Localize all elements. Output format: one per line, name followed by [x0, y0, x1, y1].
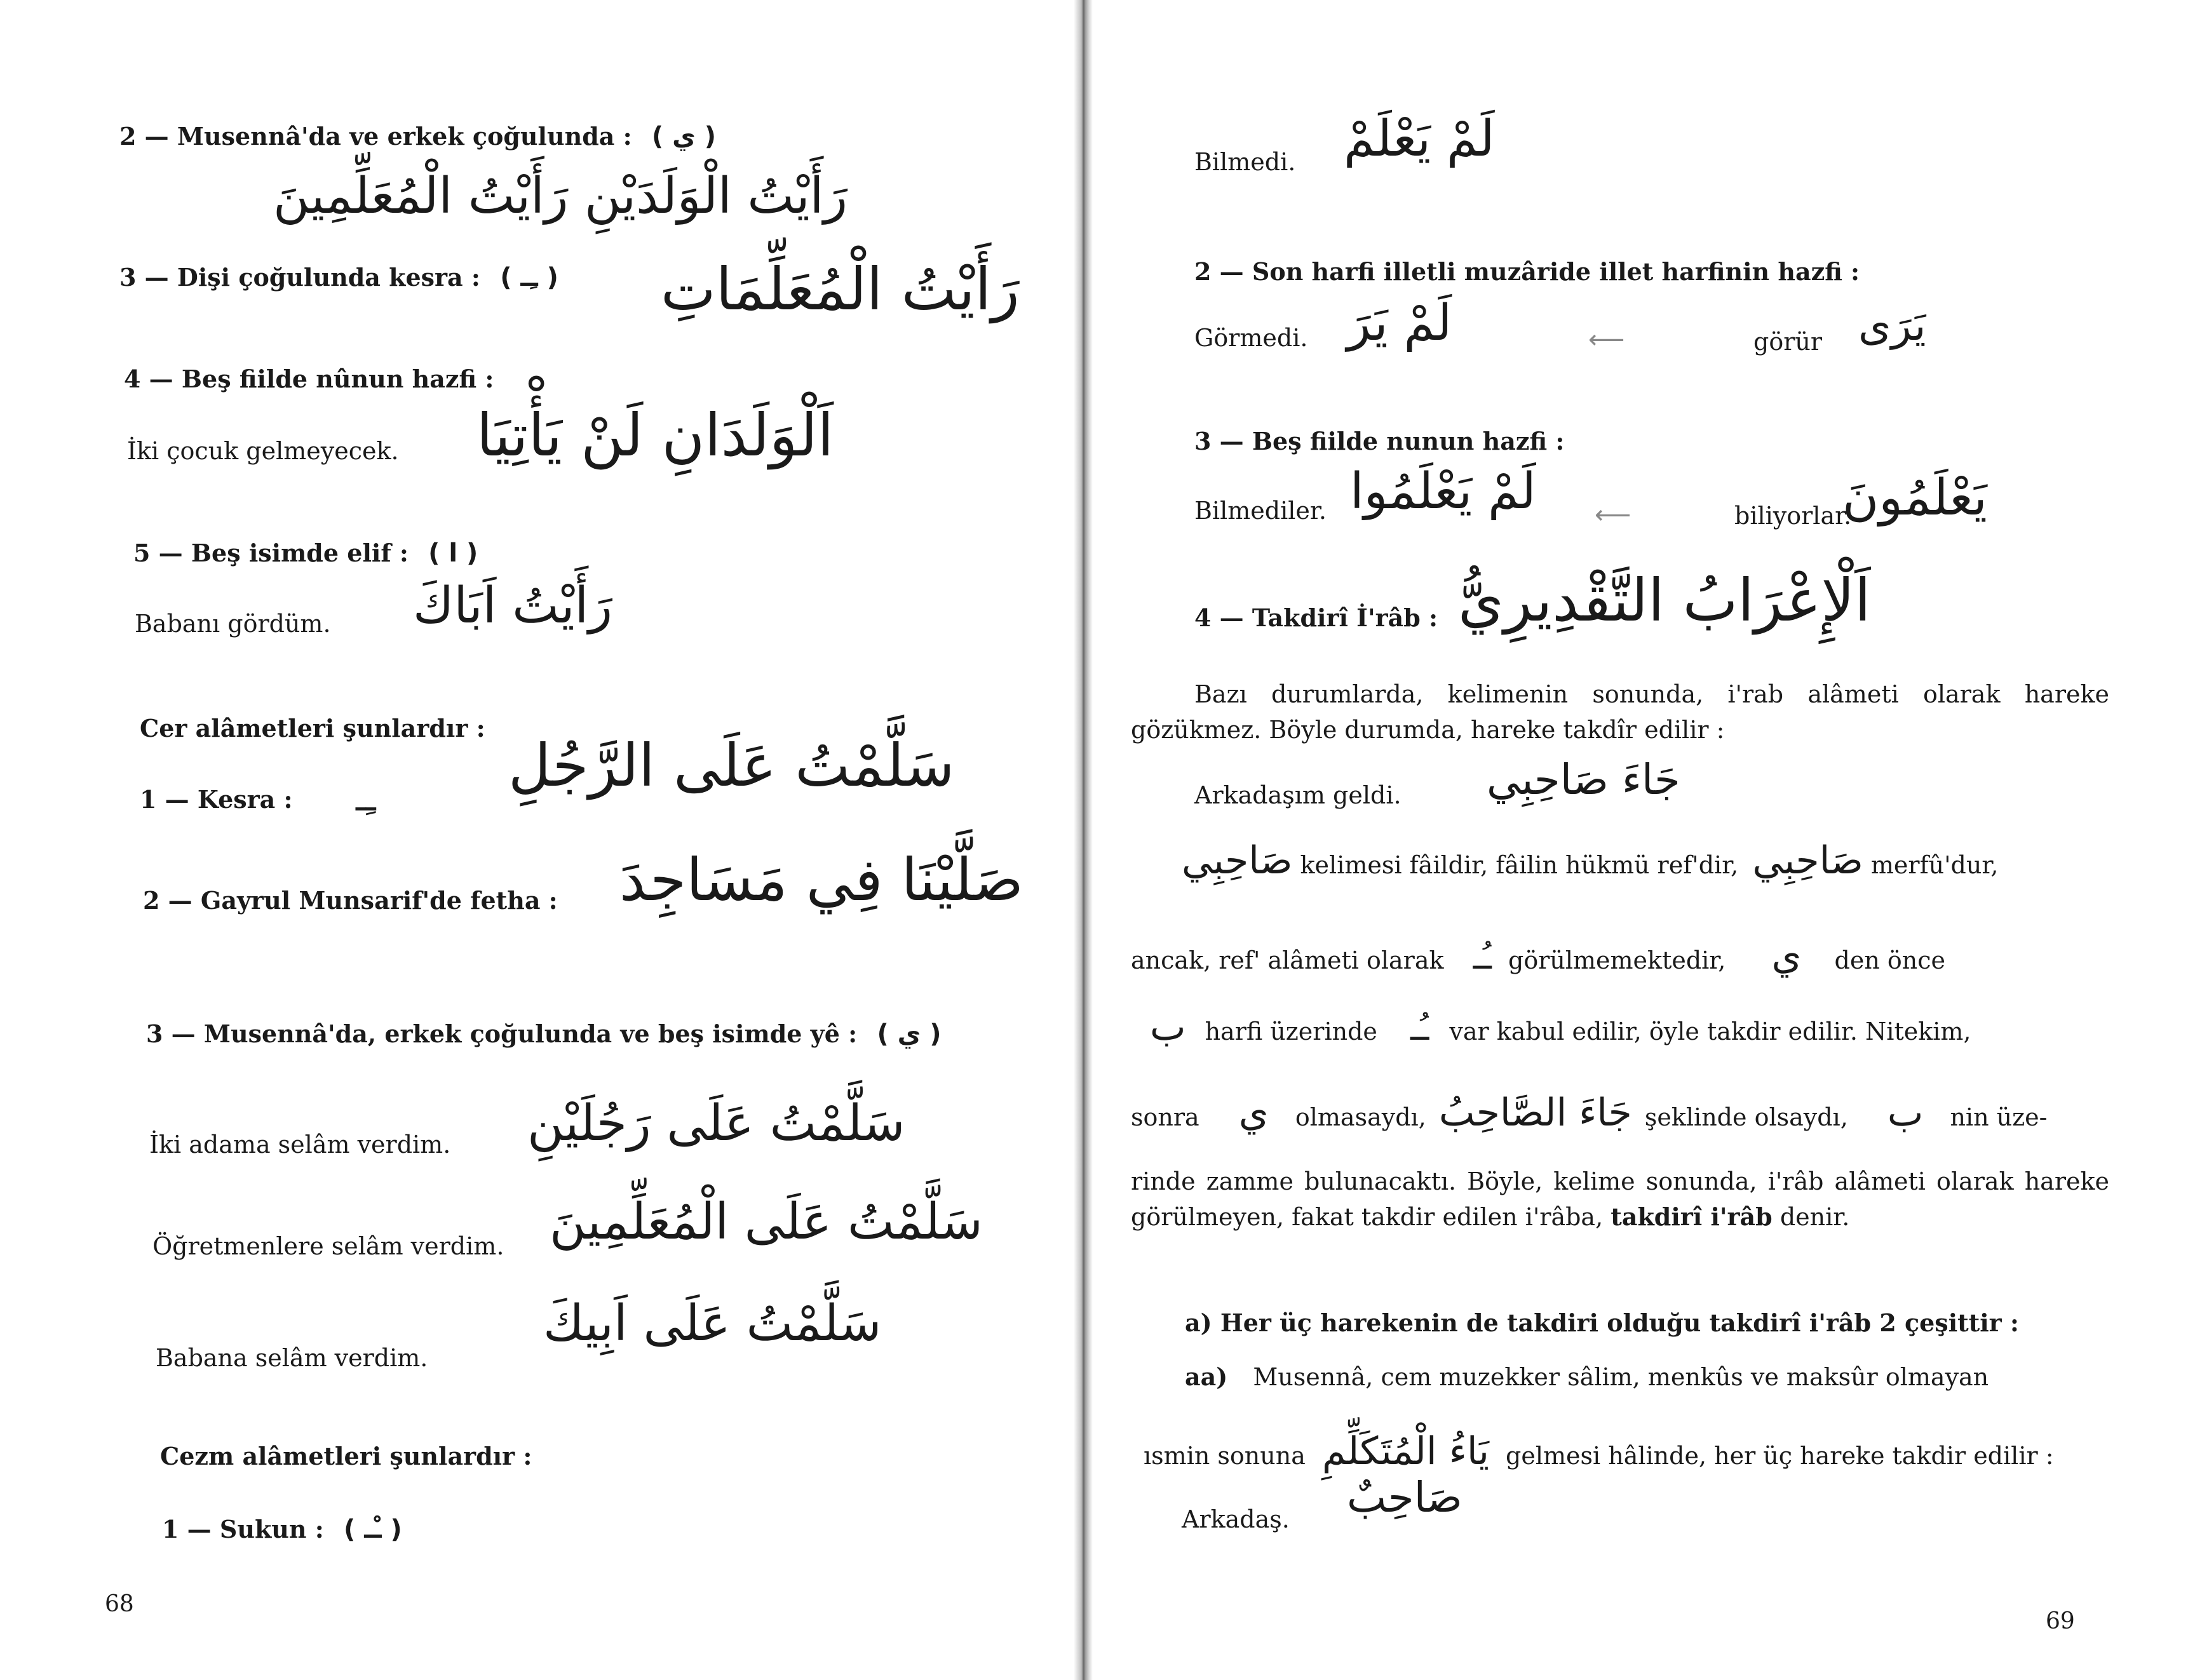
heading-son-harfi — [1194, 257, 1860, 286]
text-harfi-uzerinde: harfi üzerinde — [1205, 1018, 1377, 1045]
text-var-kabul: var kabul edilir, öyle takdir edilir. Nitekim, — [1449, 1018, 1971, 1045]
text-smin: ısmin sonuna — [1144, 1442, 1306, 1470]
heading-bes-fiil — [124, 365, 494, 393]
text-iki-cocuk — [127, 437, 399, 465]
damme-mark: ـُـ — [1473, 939, 1492, 976]
arabic-text: لَمْ يَعْلَمُوا — [1350, 463, 1536, 520]
text-gormedi — [1194, 324, 1307, 352]
arabic-takdiri — [1458, 567, 1871, 635]
line-smin — [1144, 1429, 2054, 1474]
paragraph-rinde — [1131, 1164, 2109, 1235]
heading-ye-mark: ( ي ) — [877, 1019, 942, 1049]
text-iki-adama — [149, 1131, 450, 1159]
arabic-iki-adama — [527, 1095, 905, 1152]
heading-cezm-text: Cezm alâmetleri şunlardır : — [160, 1442, 532, 1470]
arabic-babana — [543, 1295, 882, 1352]
text-gorulmemektedir: görülmemektedir, — [1508, 946, 1726, 974]
text-iki-cocuk-text: İki çocuk gelmeyecek. — [127, 437, 399, 465]
heading-musenna — [119, 122, 716, 151]
arabic-biliyorlar — [1842, 469, 1987, 527]
heading-ye — [146, 1019, 942, 1049]
text-ogretmen — [152, 1232, 504, 1260]
heading-a — [1185, 1308, 2019, 1337]
text-nin-uze: nin üze- — [1950, 1103, 2048, 1131]
arabic-babani — [413, 577, 612, 635]
heading-takdiri — [1194, 603, 1438, 632]
text-gelmesi: gelmesi hâlinde, her üç hareke takdir edilir : — [1506, 1442, 2054, 1470]
arabic-inline: صَاحِبِي — [1182, 838, 1293, 883]
arabic-text: رَأَيْتُ الْمُعَلِّمَاتِ — [661, 255, 1020, 323]
heading-disi-mark: ( ـِـ ) — [500, 263, 558, 292]
mark-kesra — [356, 779, 376, 819]
text-babani-text: Babanı gördüm. — [135, 610, 331, 638]
line-ancak — [1131, 934, 1946, 978]
text-ogretmen-text: Öğretmenlere selâm verdim. — [152, 1232, 504, 1260]
text-babana-text: Babana selâm verdim. — [156, 1344, 428, 1372]
arabic-inline: جَاءَ الصَّاحِبُ — [1438, 1091, 1632, 1135]
heading-cezm — [160, 1442, 532, 1470]
text-aa-label: aa) — [1185, 1362, 1228, 1391]
paragraph-bazi-durumlarda: Bazı durumlarda, kelimenin sonunda, i'rab alâmeti olarak hareke gözükmez. Böyle durumda, hareke takdîr edilir : — [1131, 680, 2109, 744]
line-sonra — [1131, 1091, 2048, 1135]
heading-bes-isim-mark: ( ا ) — [428, 539, 478, 568]
heading-musenna-text: 2 — Musennâ'da ve erkek çoğulunda : — [119, 122, 632, 151]
text-arkadas-text: Arkadaş. — [1182, 1505, 1290, 1533]
text-gorur — [1753, 328, 1822, 356]
text-arkadas — [1182, 1505, 1290, 1533]
text-seklinde: şeklinde olsaydı, — [1644, 1103, 1848, 1131]
heading-ye-text: 3 — Musennâ'da, erkek çoğulunda ve beş isimde yê : — [146, 1019, 858, 1048]
arabic-arkadas — [1347, 1473, 1462, 1522]
text-babani — [135, 610, 331, 638]
heading-a-text: a) Her üç harekenin de takdiri olduğu takdirî i'râb 2 çeşittir : — [1185, 1308, 2019, 1337]
arabic-gormedi — [1347, 295, 1452, 352]
arabic-bilmedi — [1344, 111, 1495, 168]
arabic-text: سَلَّمْتُ عَلَى الْمُعَلِّمِينَ — [550, 1193, 983, 1251]
arabic-text: سَلَّمْتُ عَلَى رَجُلَيْنِ — [527, 1095, 905, 1152]
heading-cer — [140, 714, 485, 743]
heading-sukun — [162, 1515, 402, 1544]
text-bilmediler — [1194, 497, 1327, 525]
right-page — [1093, 0, 2195, 1680]
arabic-text: اَلْوَلَدَانِ لَنْ يَأْتِيَا — [476, 401, 834, 469]
arabic-musenna-1 — [584, 168, 848, 225]
page-number-right: 69 — [2046, 1608, 2075, 1634]
arabic-text: اَلْإِعْرَابُ التَّقْدِيرِيُّ — [1458, 567, 1871, 635]
text-takdiri-irab-bold: takdirî i'râb — [1611, 1202, 1773, 1231]
arabic-text: سَلَّمْتُ عَلَى اَبِيكَ — [543, 1295, 882, 1352]
text-kelimesi: kelimesi fâildir, fâilin hükmü ref'dir, — [1300, 851, 1739, 879]
text-biliyorlar-text: biliyorlar. — [1734, 502, 1852, 530]
text-gormedi-text: Görmedi. — [1194, 324, 1308, 352]
arabic-inline: يَاءُ الْمُتَكَلِّمِ — [1321, 1429, 1489, 1474]
heading-sukun-mark: ( ـْـ ) — [344, 1515, 402, 1544]
arabic-gorur — [1858, 301, 1926, 350]
text-ancak: ancak, ref' alâmeti olarak — [1131, 946, 1444, 974]
spine-fold-line — [1083, 0, 1084, 1680]
heading-kesra — [140, 785, 293, 814]
arrow-left-icon: ⟵ — [1588, 325, 1625, 354]
arabic-text: جَاءَ صَاحِبِي — [1487, 755, 1680, 804]
arabic-disi — [661, 255, 1020, 323]
heading-musenna-mark: ( ي ) — [651, 122, 717, 151]
arabic-text: صَلَّيْنَا فِي مَسَاجِدَ — [619, 846, 1023, 914]
heading-bes-fiil-text: 4 — Beş fiilde nûnun hazfi : — [124, 365, 494, 393]
arabic-text: رَأَيْتُ الْوَلَدَيْنِ — [584, 168, 848, 225]
text-arkadasim — [1194, 781, 1401, 809]
arabic-text: يَعْلَمُونَ — [1842, 469, 1987, 527]
arabic-iki-cocuk — [476, 401, 834, 469]
heading-bes-isim-text: 5 — Beş isimde elif : — [133, 539, 409, 567]
text-gorur-text: görür — [1753, 328, 1823, 356]
arabic-inline: ب — [1150, 1005, 1186, 1049]
heading-cer-text: Cer alâmetleri şunlardır : — [140, 714, 485, 743]
arabic-text: صَاحِبٌ — [1347, 1473, 1462, 1522]
heading-disi — [119, 263, 558, 292]
paragraph-rinde-text: rinde zamme bulunacaktı. Böyle, kelime sonunda, i'râb alâmeti olarak hareke görülmeyen, fakat takdir edilen i'râba, — [1131, 1167, 2109, 1231]
heading-bes-fiil-right-text: 3 — Beş fiilde nunun hazfi : — [1194, 427, 1565, 455]
arabic-text: سَلَّمْتُ عَلَى الرَّجُلِ — [508, 732, 955, 800]
arabic-text: لَمْ يَرَ — [1347, 295, 1452, 352]
line-harfi-uzerinde — [1150, 1005, 1971, 1049]
text-denir: denir. — [1780, 1203, 1850, 1231]
arrow-left-icon: ⟵ — [1595, 501, 1631, 530]
heading-gayrul — [143, 886, 558, 915]
text-bilmediler-text: Bilmediler. — [1194, 497, 1327, 525]
left-page — [0, 0, 1074, 1680]
text-aa: Musennâ, cem muzekker sâlim, menkûs ve maksûr olmayan — [1253, 1363, 1989, 1391]
damme-mark: ـُـ — [1410, 1011, 1429, 1047]
heading-disi-text: 3 — Dişi çoğulunda kesra : — [119, 263, 480, 292]
arabic-text: رَأَيْتُ الْمُعَلِّمِينَ — [273, 168, 569, 225]
heading-kesra-text: 1 — Kesra : — [140, 785, 293, 814]
text-babana — [156, 1344, 428, 1372]
line-aa — [1185, 1362, 1989, 1391]
text-olmasaydi: olmasaydı, — [1295, 1103, 1426, 1131]
heading-takdiri-text: 4 — Takdirî İ'râb : — [1194, 603, 1438, 632]
heading-sukun-text: 1 — Sukun : — [162, 1515, 324, 1543]
text-arkadasim-text: Arkadaşım geldi. — [1194, 781, 1401, 809]
text-bilmedi-text: Bilmedi. — [1194, 148, 1296, 176]
arabic-inline: صَاحِبِي — [1752, 838, 1863, 883]
arabic-inline: ي — [1238, 1091, 1269, 1135]
text-merfudur: merfû'dur, — [1870, 851, 1999, 879]
arabic-kesra — [508, 732, 955, 800]
page-number-left: 68 — [105, 1591, 134, 1617]
arabic-bilmediler — [1350, 463, 1536, 520]
text-biliyorlar — [1734, 502, 1851, 530]
text-den-once: den önce — [1834, 946, 1946, 974]
arabic-text: لَمْ يَعْلَمْ — [1344, 111, 1495, 168]
arabic-text: يَرَى — [1858, 301, 1926, 350]
text-sonra: sonra — [1131, 1103, 1199, 1131]
arabic-text: رَأَيْتُ اَبَاكَ — [413, 577, 612, 635]
arabic-inline: ي — [1771, 934, 1802, 978]
arabic-musenna-2 — [273, 168, 569, 225]
arabic-ogretmen — [550, 1193, 983, 1251]
heading-gayrul-text: 2 — Gayrul Munsarif'de fetha : — [143, 886, 558, 915]
arabic-gayrul — [619, 846, 1023, 914]
text-iki-adama-text: İki adama selâm verdim. — [149, 1131, 451, 1159]
heading-bes-isim — [133, 539, 478, 568]
arabic-arkadasim — [1487, 755, 1680, 804]
heading-bes-fiil-right — [1194, 427, 1564, 455]
text-bilmedi — [1194, 148, 1295, 176]
line-kelimesi — [1182, 838, 1999, 883]
kesra-mark: ـِـ — [356, 779, 376, 819]
heading-son-harfi-text: 2 — Son harfi illetli muzâride illet harfinin hazfi : — [1194, 257, 1860, 286]
arabic-inline: ب — [1887, 1091, 1924, 1135]
